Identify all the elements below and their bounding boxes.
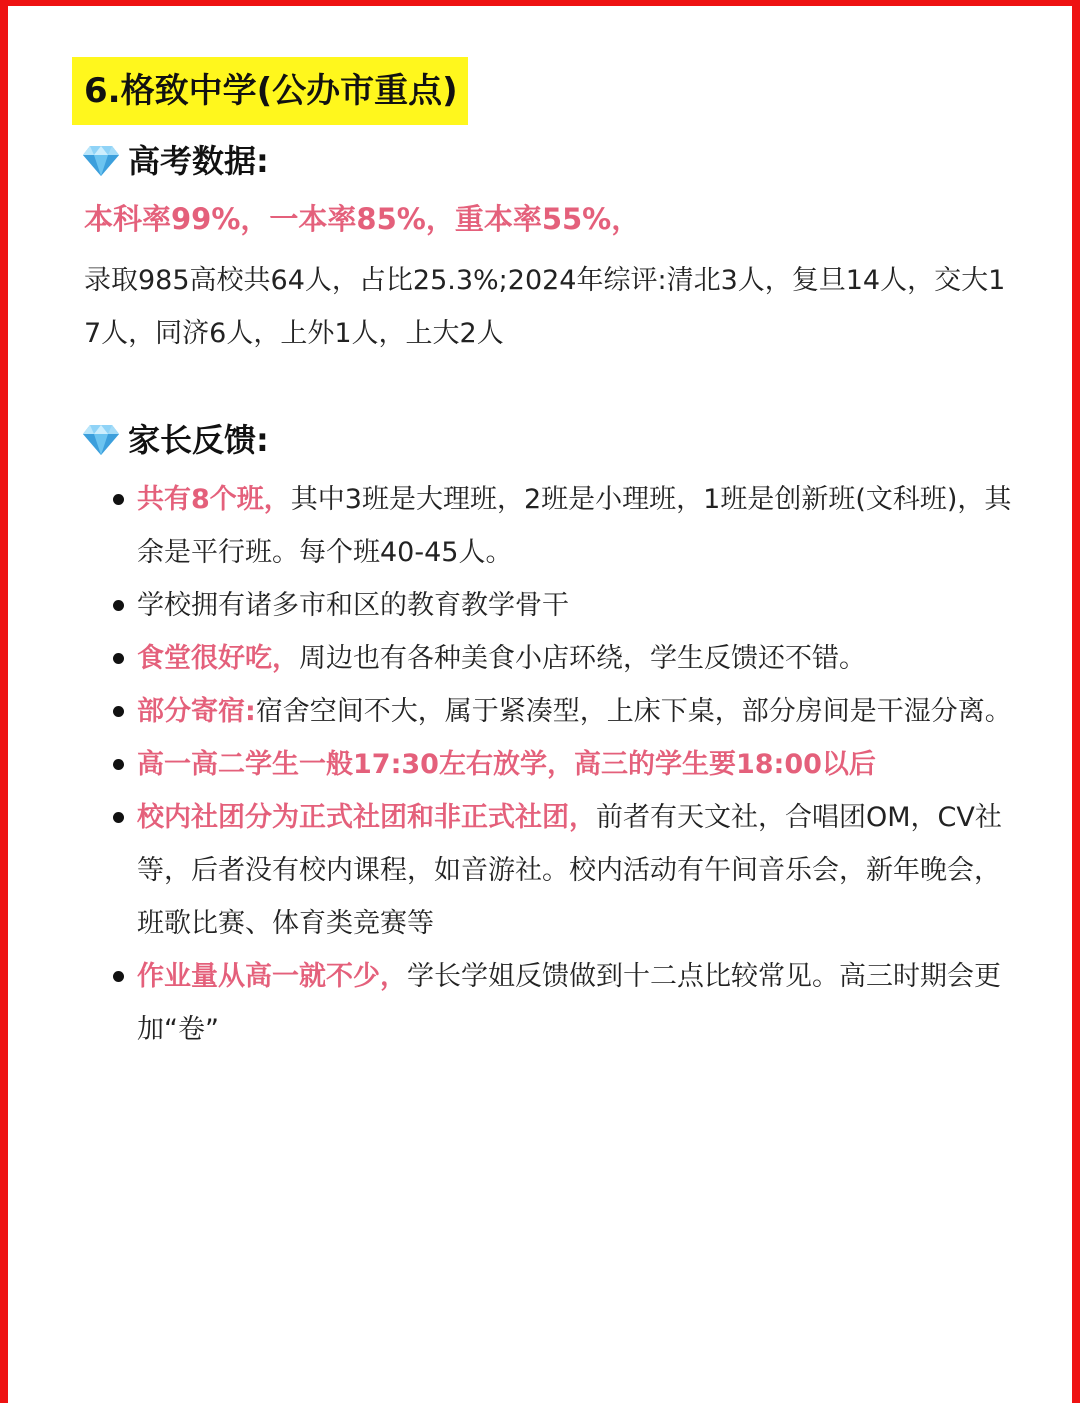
item-text: 周边也有各种美食小店环绕，学生反馈还不错。 bbox=[299, 643, 866, 674]
gaokao-heading bbox=[82, 144, 269, 178]
bullet-icon bbox=[113, 971, 124, 982]
bullet-icon bbox=[113, 600, 124, 611]
diamond-icon bbox=[82, 144, 120, 178]
list-item bbox=[84, 685, 1014, 738]
feedback-list bbox=[84, 473, 1014, 1056]
bullet-icon bbox=[113, 759, 124, 770]
item-highlight: 高一高二学生一般17:30左右放学，高三的学生要18:00以后 bbox=[137, 749, 876, 780]
item-highlight: 作业量从高一就不少， bbox=[137, 961, 407, 992]
bullet-icon bbox=[113, 494, 124, 505]
diamond-icon bbox=[82, 423, 120, 457]
feedback-heading-label: 家长反馈: bbox=[128, 421, 269, 459]
bullet-icon bbox=[113, 653, 124, 664]
list-item bbox=[84, 473, 1014, 579]
list-item bbox=[84, 632, 1014, 685]
gaokao-rates: 本科率99%，一本率85%，重本率55%， bbox=[84, 202, 641, 236]
item-text: 学校拥有诸多市和区的教育教学骨干 bbox=[137, 590, 569, 621]
item-text: 其中3班是大理班，2班是小理班，1班是创新班(文科班)，其余是平行班。每个班40-45人。 bbox=[137, 484, 1012, 568]
gaokao-admissions: 录取985高校共64人，占比25.3%;2024年综评:清北3人，复旦14人，交大17人，同济6人，上外1人，上大2人 bbox=[84, 265, 1006, 349]
list-item bbox=[84, 579, 1014, 632]
item-text: 前者有天文社，合唱团OM，CV社等，后者没有校内课程，如音游社。校内活动有午间音乐会，新年晚会，班歌比赛、体育类竞赛等 bbox=[137, 802, 1002, 939]
feedback-heading bbox=[82, 423, 269, 457]
item-highlight: 食堂很好吃， bbox=[137, 643, 299, 674]
list-item bbox=[84, 950, 1014, 1056]
item-text: 学长学姐反馈做到十二点比较常见。高三时期会更加“卷” bbox=[137, 961, 1001, 1045]
gaokao-heading-label: 高考数据: bbox=[128, 142, 269, 180]
list-item bbox=[84, 791, 1014, 950]
item-highlight: 部分寄宿: bbox=[137, 696, 256, 727]
item-highlight: 共有8个班， bbox=[137, 484, 291, 515]
item-text: 宿舍空间不大，属于紧凑型，上床下桌，部分房间是干湿分离。 bbox=[255, 696, 1012, 727]
title-highlight bbox=[72, 57, 468, 125]
bullet-icon bbox=[113, 706, 124, 717]
bullet-icon bbox=[113, 812, 124, 823]
page-title: 6.格致中学(公办市重点) bbox=[84, 71, 458, 111]
list-item bbox=[84, 738, 1014, 791]
item-highlight: 校内社团分为正式社团和非正式社团， bbox=[137, 802, 596, 833]
